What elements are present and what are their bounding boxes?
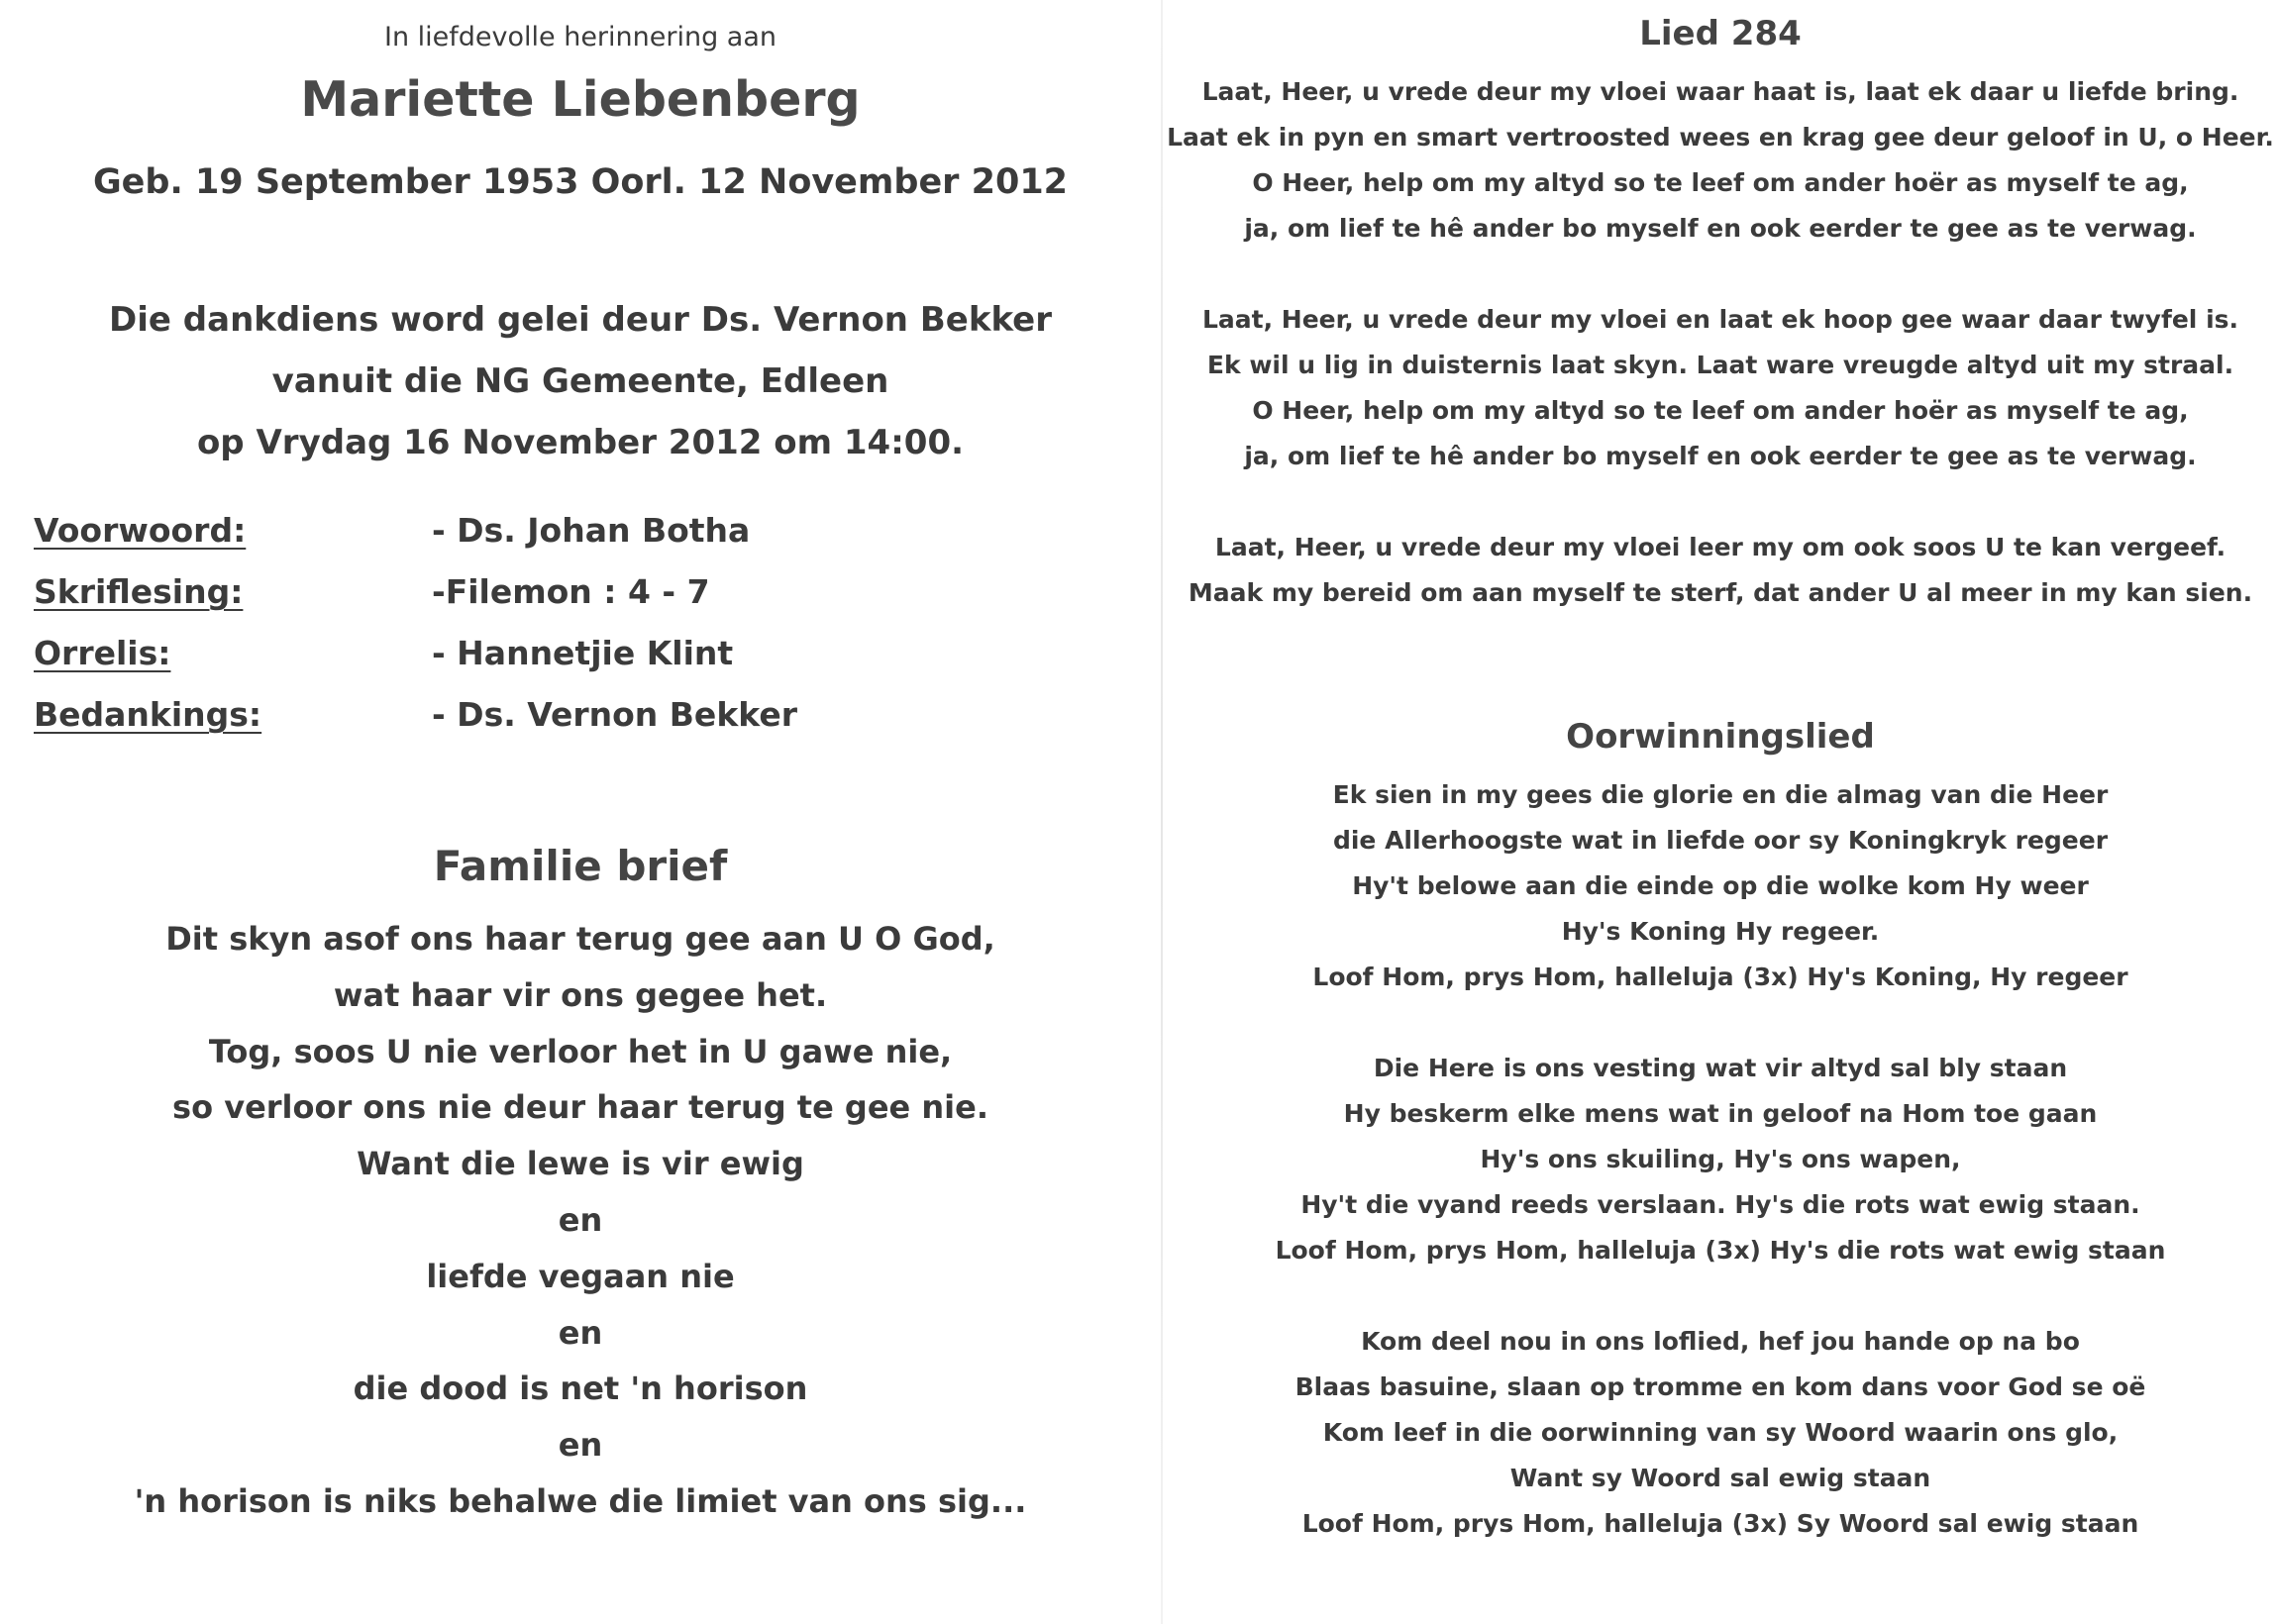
program-role: Orrelis:	[34, 634, 171, 672]
lyric-line: Ek wil u lig in duisternis laat skyn. Laat ware vreugde altyd uit my straal.	[1206, 351, 2234, 379]
family-line: 'n horison is niks behalwe die limiet van ons sig...	[134, 1481, 1027, 1520]
lyric-line: Ek sien in my gees die glorie en die almag van die Heer	[1332, 780, 2109, 809]
lyric-line: die Allerhoogste wat in liefde oor sy Koningkryk regeer	[1332, 826, 2109, 855]
lyric-line: O Heer, help om my altyd so te leef om ander hoër as myself te ag,	[1252, 168, 2189, 197]
lyric-line: ja, om lief te hê ander bo myself en ook eerder te gee as te verwag.	[1244, 214, 2197, 243]
hymn-title: Lied 284	[1639, 14, 1802, 53]
program-role: Skriflesing:	[34, 572, 244, 611]
family-line: wat haar vir ons gegee het.	[333, 975, 828, 1014]
lyric-line: Laat, Heer, u vrede deur my vloei leer my om ook soos U te kan vergeef.	[1214, 533, 2226, 561]
family-line: Dit skyn asof ons haar terug gee aan U O God,	[165, 920, 995, 958]
family-line: die dood is net 'n horison	[353, 1370, 808, 1408]
program-row	[0, 511, 1161, 572]
victory-song-lyrics	[1163, 772, 2278, 1592]
program-row	[0, 634, 1161, 695]
program-role: Bedankings:	[34, 695, 262, 734]
lyric-line: Die Here is ons vesting wat vir altyd sal bly staan	[1373, 1054, 2068, 1082]
service-line: Die dankdiens word gelei deur Ds. Vernon Bekker	[109, 300, 1052, 340]
lyric-line: Maak my bereid om aan myself te sterf, dat ander U al meer in my kan sien.	[1188, 578, 2253, 607]
service-line: vanuit die NG Gemeente, Edleen	[271, 361, 889, 401]
family-line: en	[558, 1313, 603, 1352]
lyric-line: Kom deel nou in ons loflied, hef jou hande op na bo	[1361, 1327, 2080, 1356]
lyric-line: Hy's ons skuiling, Hy's ons wapen,	[1480, 1145, 1961, 1173]
program-person: - Ds. Johan Botha	[432, 511, 751, 550]
hymn-lyrics	[1163, 69, 2278, 661]
victory-verse	[1163, 1046, 2278, 1273]
lyric-line: Hy't die vyand reeds verslaan. Hy's die rots wat ewig staan.	[1300, 1190, 2140, 1219]
lyric-line: Laat, Heer, u vrede deur my vloei waar haat is, laat ek daar u liefde bring.	[1201, 77, 2239, 106]
lyric-line: Laat ek in pyn en smart vertroosted wees en krag gee deur geloof in U, o Heer.	[1167, 123, 2274, 152]
family-line: en	[558, 1200, 603, 1239]
program-row	[0, 572, 1161, 634]
lyric-line: Hy beskerm elke mens wat in geloof na Hom toe gaan	[1343, 1099, 2098, 1128]
family-line: en	[558, 1426, 603, 1465]
victory-verse	[1163, 772, 2278, 1000]
program-person: - Ds. Vernon Bekker	[432, 695, 797, 734]
family-line: so verloor ons nie deur haar terug te gee nie.	[172, 1088, 988, 1127]
lyric-line: Loof Hom, prys Hom, halleluja (3x) Hy's die rots wat ewig staan	[1275, 1236, 2166, 1265]
victory-verse	[1163, 1319, 2278, 1547]
hymn-verse	[1163, 525, 2278, 616]
program-list	[0, 511, 1161, 757]
lyric-line: Laat, Heer, u vrede deur my vloei en laat ek hoop gee waar daar twyfel is.	[1201, 305, 2239, 334]
lyric-line: Want sy Woord sal ewig staan	[1509, 1464, 1931, 1492]
family-letter-title: Familie brief	[433, 842, 728, 890]
program-role: Voorwoord:	[34, 511, 247, 550]
hymn-verse	[1163, 69, 2278, 252]
hymn-verse	[1163, 297, 2278, 479]
lyric-line: Kom leef in die oorwinning van sy Woord waarin ons glo,	[1322, 1418, 2119, 1447]
program-person: - Hannetjie Klint	[432, 634, 734, 672]
lyric-line: O Heer, help om my altyd so te leef om ander hoër as myself te ag,	[1252, 396, 2189, 425]
lyric-line: Loof Hom, prys Hom, halleluja (3x) Hy's Koning, Hy regeer	[1312, 963, 2128, 991]
deceased-name: Mariette Liebenberg	[300, 71, 861, 128]
lyric-line: ja, om lief te hê ander bo myself en ook eerder te gee as te verwag.	[1244, 442, 2197, 470]
family-line: Want die lewe is vir ewig	[357, 1145, 804, 1183]
lyric-line: Loof Hom, prys Hom, halleluja (3x) Sy Woord sal ewig staan	[1301, 1509, 2139, 1538]
family-line: liefde vegaan nie	[426, 1257, 735, 1295]
victory-song-title: Oorwinningslied	[1566, 717, 1875, 757]
family-line: Tog, soos U nie verloor het in U gawe nie,	[208, 1032, 953, 1070]
service-details	[0, 289, 1161, 473]
family-letter-text	[0, 911, 1161, 1530]
intro-text: In liefdevolle herinnering aan	[383, 22, 777, 52]
lyric-line: Blaas basuine, slaan op tromme en kom dans voor God se oë	[1294, 1372, 2146, 1401]
life-dates: Geb. 19 September 1953 Oorl. 12 November 2012	[92, 162, 1069, 202]
lyric-line: Hy't belowe aan die einde op die wolke kom Hy weer	[1352, 871, 2089, 900]
lyric-line: Hy's Koning Hy regeer.	[1561, 917, 1880, 946]
service-line: op Vrydag 16 November 2012 om 14:00.	[196, 423, 965, 462]
program-row	[0, 695, 1161, 757]
program-person: -Filemon : 4 - 7	[432, 572, 710, 611]
